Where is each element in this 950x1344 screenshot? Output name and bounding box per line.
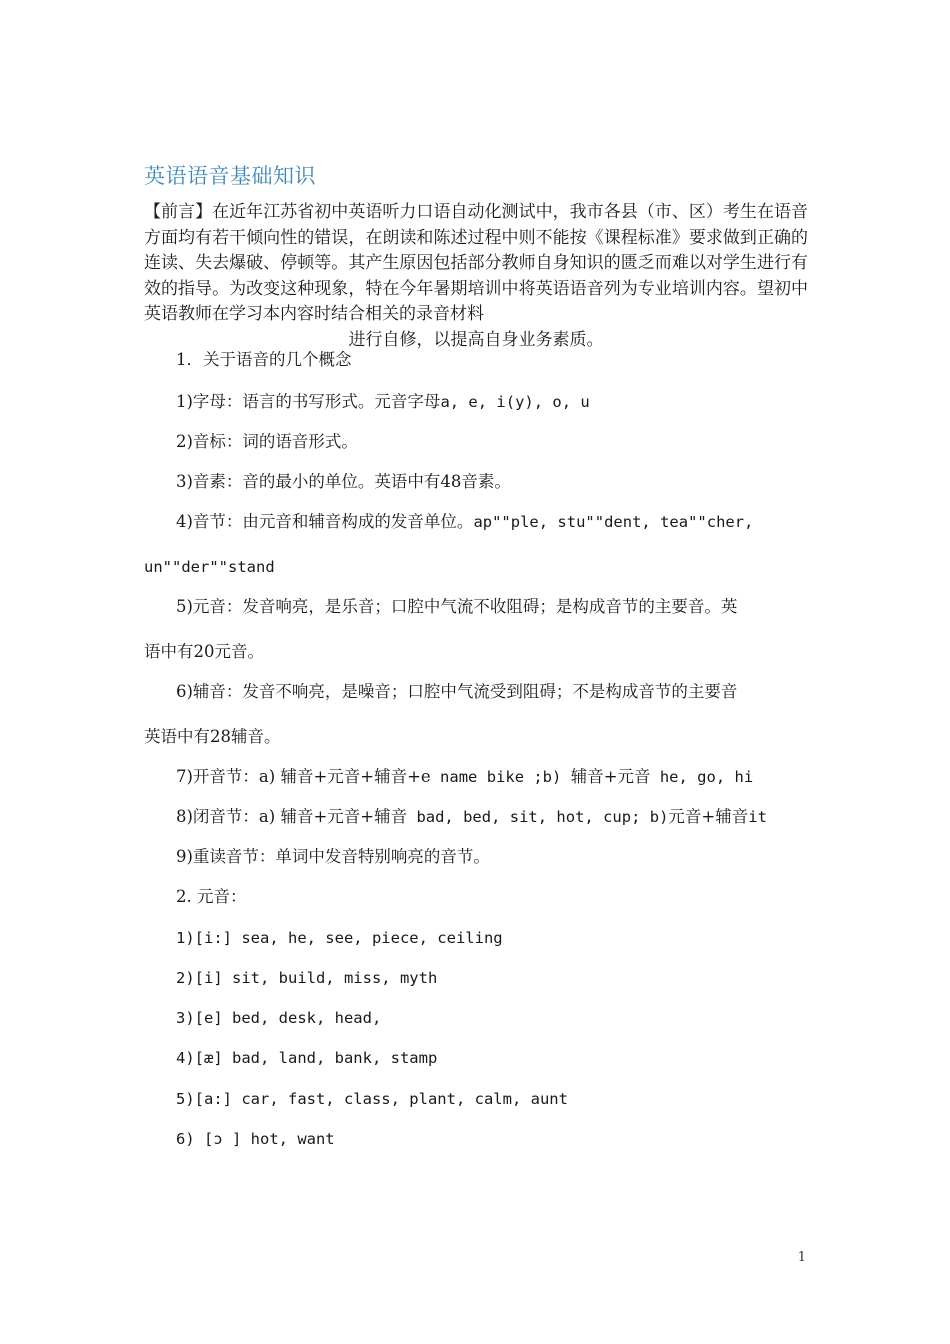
concept-item-3: 3)音素：音的最小的单位。英语中有48音素。: [176, 472, 511, 491]
concept-8-label-a: 8)闭音节：a) 辅音+元音+辅音: [176, 807, 408, 826]
concept-8-label-b: 元音+辅音: [668, 807, 749, 826]
vowel-item-2: 2)[i] sit, build, miss, myth: [176, 969, 438, 987]
concept-5-continuation: 语中有20元音。: [144, 642, 264, 661]
concept-4-label: 4)音节：由元音和辅音构成的发音单位。: [176, 512, 474, 531]
vowel-item-5: 5)[a:] car, fast, class, plant, calm, aunt: [176, 1090, 568, 1108]
concept-8-example-a: bad, bed, sit, hot, cup; b): [407, 808, 669, 826]
concept-7-label-a: 7)开音节：a) 辅音+元音+辅音+e: [176, 767, 431, 786]
concept-4-continuation: un""der""stand: [144, 558, 275, 576]
page-number: 1: [797, 1250, 806, 1265]
preface-label: 【前言】: [144, 202, 213, 222]
concept-7-example-b: he, go, hi: [650, 768, 754, 786]
section1-heading: 1．关于语音的几个概念: [176, 350, 352, 369]
concept-1-example: a, e, i(y), o, u: [440, 393, 590, 411]
concept-1-label: 1)字母：语言的书写形式。元音字母: [176, 392, 441, 411]
concept-item-1: [176, 391, 590, 413]
concept-item-8: [176, 806, 767, 828]
preface-last-line: 进行自修，以提高自身业务素质。: [348, 330, 604, 350]
section2-heading: 2. 元音：: [176, 887, 247, 906]
concept-item-6: 6)辅音：发音不响亮，是噪音；口腔中气流受到阻碍；不是构成音节的主要音: [176, 682, 738, 701]
concept-8-example-b: it: [748, 808, 767, 826]
preface-paragraph: [144, 200, 808, 328]
vowel-item-6: 6) [ɔ ] hot, want: [176, 1130, 335, 1148]
concept-7-example-a: name bike ;b): [430, 768, 571, 786]
concept-item-4: [176, 511, 753, 533]
document-title: 英语语音基础知识: [144, 164, 316, 188]
vowel-item-3: 3)[e] bed, desk, head,: [176, 1009, 382, 1027]
concept-item-5: 5)元音：发音响亮，是乐音；口腔中气流不收阻碍；是构成音节的主要音。英: [176, 597, 738, 616]
concept-4-example: ap""ple, stu""dent, tea""cher,: [473, 513, 754, 531]
preface-text: 在近年江苏省初中英语听力口语自动化测试中，我市各县（市、区）考生在语音方面均有若干倾向性的错误，在朗读和陈述过程中则不能按《课程标准》要求做到正确的连读、失去爆破、停顿等。其产生原因包括部分教师自身知识的匮乏而难以对学生进行有效的指导。为改变这种现象，特在今年暑期培训中将英语语音列为专业培训内容。望初中英语教师在学习本内容时结合相关的录音材料: [144, 202, 809, 325]
concept-item-9: 9)重读音节：单词中发音特别响亮的音节。: [176, 847, 490, 866]
vowel-item-1: 1)[i:] sea, he, see, piece, ceiling: [176, 929, 503, 947]
concept-item-7: [176, 766, 753, 788]
concept-6-continuation: 英语中有28辅音。: [144, 727, 281, 746]
vowel-item-4: 4)[æ] bad, land, bank, stamp: [176, 1049, 438, 1067]
concept-7-label-b: 辅音+元音: [570, 767, 651, 786]
concept-item-2: 2)音标：词的语音形式。: [176, 432, 358, 451]
